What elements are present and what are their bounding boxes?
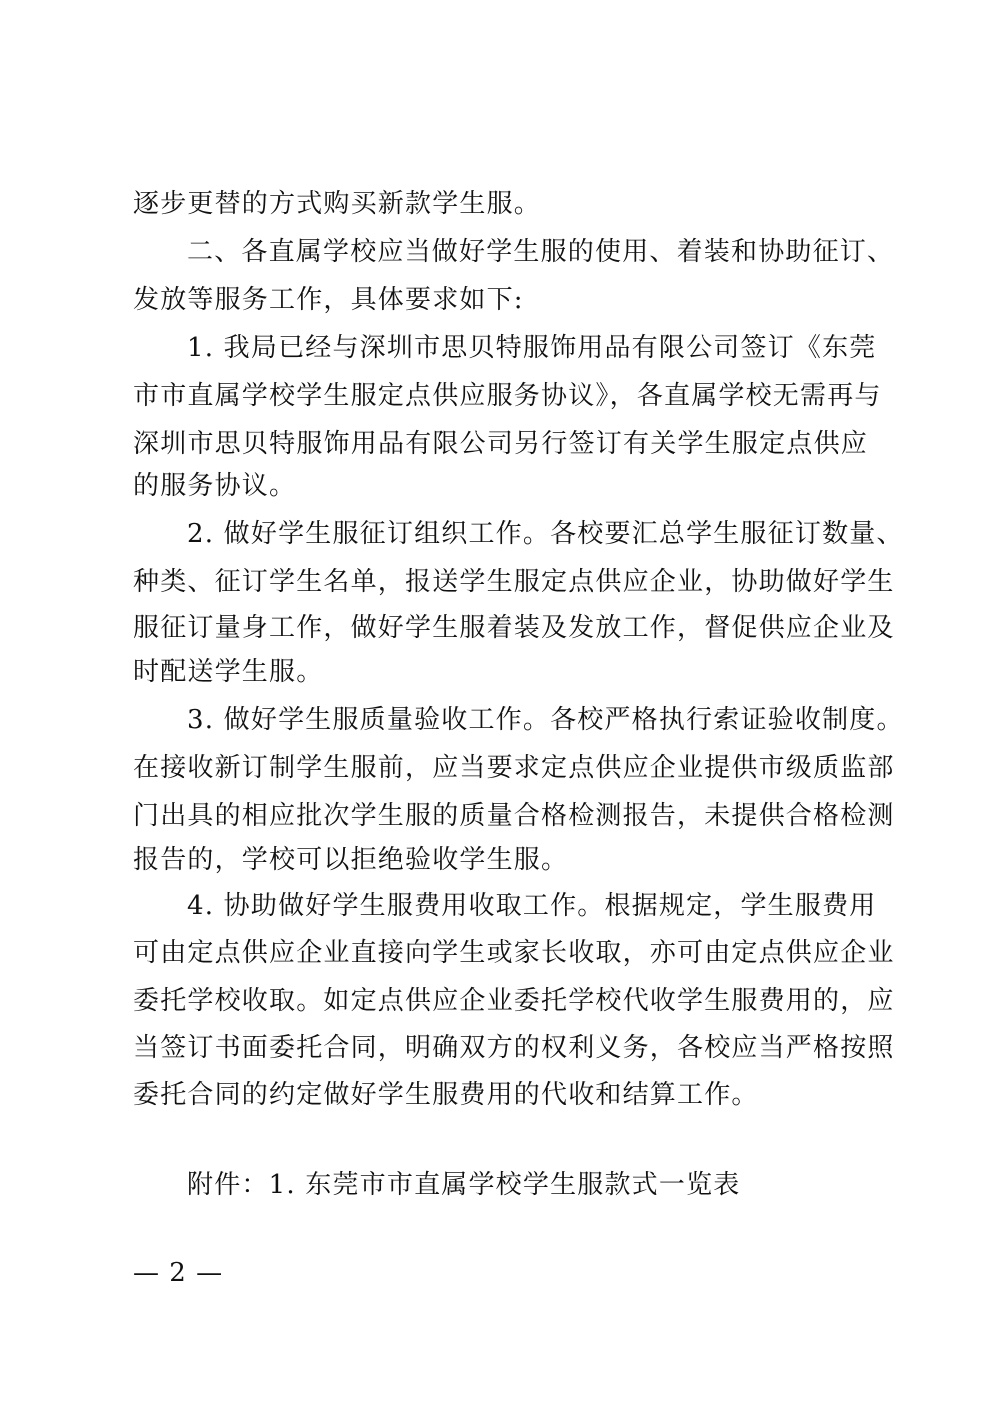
body-line: 逐步更替的方式购买新款学生服。 <box>133 189 542 219</box>
body-line: 报告的，学校可以拒绝验收学生服。 <box>133 845 569 875</box>
page-number: — 2 — <box>133 1258 224 1288</box>
body-line: 委托合同的约定做好学生服费用的代收和结算工作。 <box>133 1080 759 1110</box>
item-2-line: 2. 做好学生服征订组织工作。各校要汇总学生服征订数量、 <box>187 519 904 549</box>
body-line: 在接收新订制学生服前，应当要求定点供应企业提供市级质监部 <box>133 753 895 783</box>
body-line: 市市直属学校学生服定点供应服务协议》，各直属学校无需再与 <box>133 381 882 411</box>
body-line: 发放等服务工作，具体要求如下: <box>133 285 524 315</box>
item-1-line: 1. 我局已经与深圳市思贝特服饰用品有限公司签订《东莞 <box>187 333 877 363</box>
body-line: 深圳市思贝特服饰用品有限公司另行签订有关学生服定点供应 <box>133 429 868 459</box>
body-line: 种类、征订学生名单，报送学生服定点供应企业，协助做好学生 <box>133 567 895 597</box>
item-4-line: 4. 协助做好学生服费用收取工作。根据规定，学生服费用 <box>187 891 877 921</box>
body-line: 时配送学生服。 <box>133 657 324 687</box>
body-line: 当签订书面委托合同，明确双方的权利义务，各校应当严格按照 <box>133 1033 895 1063</box>
section-heading-line: 二、各直属学校应当做好学生服的使用、着装和协助征订、 <box>187 237 895 267</box>
body-line: 门出具的相应批次学生服的质量合格检测报告，未提供合格检测 <box>133 801 895 831</box>
body-line: 可由定点供应企业直接向学生或家长收取，亦可由定点供应企业 <box>133 938 895 968</box>
body-line: 服征订量身工作，做好学生服着装及发放工作，督促供应企业及 <box>133 613 895 643</box>
item-3-line: 3. 做好学生服质量验收工作。各校严格执行索证验收制度。 <box>187 705 904 735</box>
attachment-line: 附件：1. 东莞市市直属学校学生服款式一览表 <box>187 1170 741 1200</box>
body-line: 的服务协议。 <box>133 471 297 501</box>
body-line: 委托学校收取。如定点供应企业委托学校代收学生服费用的，应 <box>133 986 895 1016</box>
